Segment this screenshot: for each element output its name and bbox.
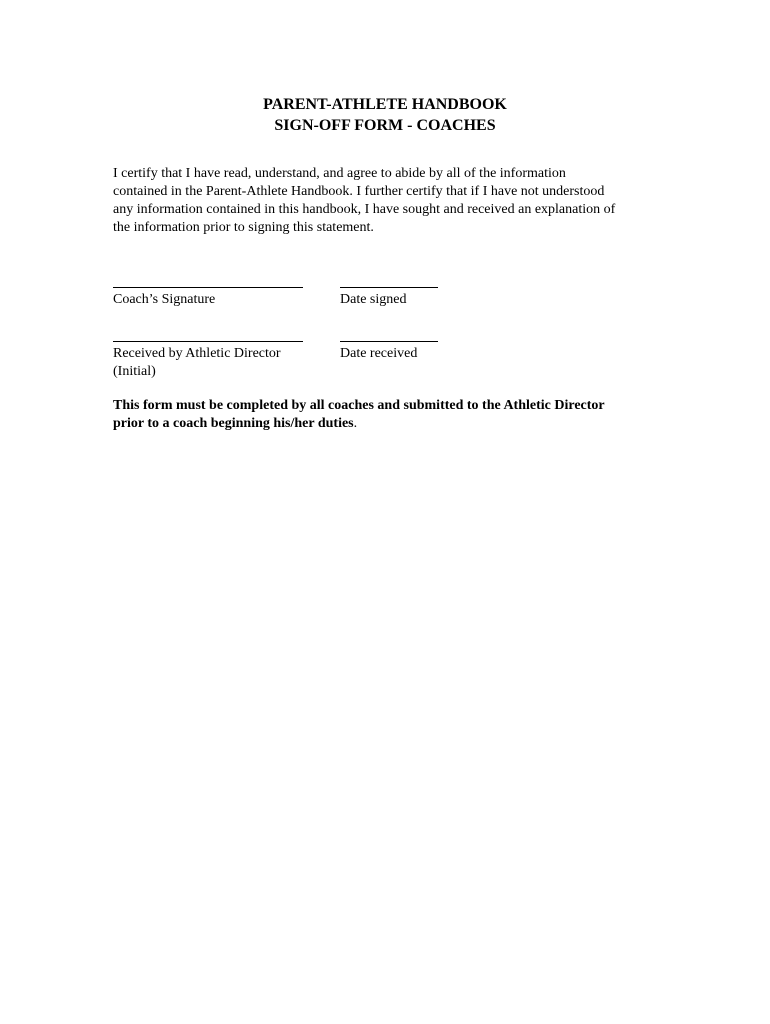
document-title-line2: SIGN-OFF FORM - COACHES	[274, 117, 496, 134]
notice-line: prior to a coach beginning his/her duties	[113, 416, 354, 431]
date-received-line[interactable]	[340, 341, 438, 342]
athletic-director-initial-line[interactable]	[113, 341, 303, 342]
submission-notice	[113, 397, 673, 433]
date-received-label: Date received	[340, 346, 418, 361]
certification-line: contained in the Parent-Athlete Handbook. I further certify that if I have not understood	[113, 184, 605, 199]
date-signed-label: Date signed	[340, 292, 407, 307]
certification-line: I certify that I have read, understand, and agree to abide by all of the information	[113, 166, 566, 181]
certification-line: any information contained in this handbook, I have sought and received an explanation of	[113, 202, 616, 217]
certification-paragraph	[113, 165, 673, 237]
coach-signature-label: Coach’s Signature	[113, 292, 216, 307]
date-signed-line[interactable]	[340, 287, 438, 288]
received-by-initial-label: (Initial)	[113, 364, 156, 379]
notice-period: .	[353, 416, 358, 431]
notice-line: This form must be completed by all coaches and submitted to the Athletic Director	[113, 398, 605, 413]
received-by-label: Received by Athletic Director	[113, 346, 281, 361]
certification-line: the information prior to signing this statement.	[113, 220, 374, 235]
document-title-line1: PARENT-ATHLETE HANDBOOK	[263, 96, 507, 113]
coach-signature-line[interactable]	[113, 287, 303, 288]
